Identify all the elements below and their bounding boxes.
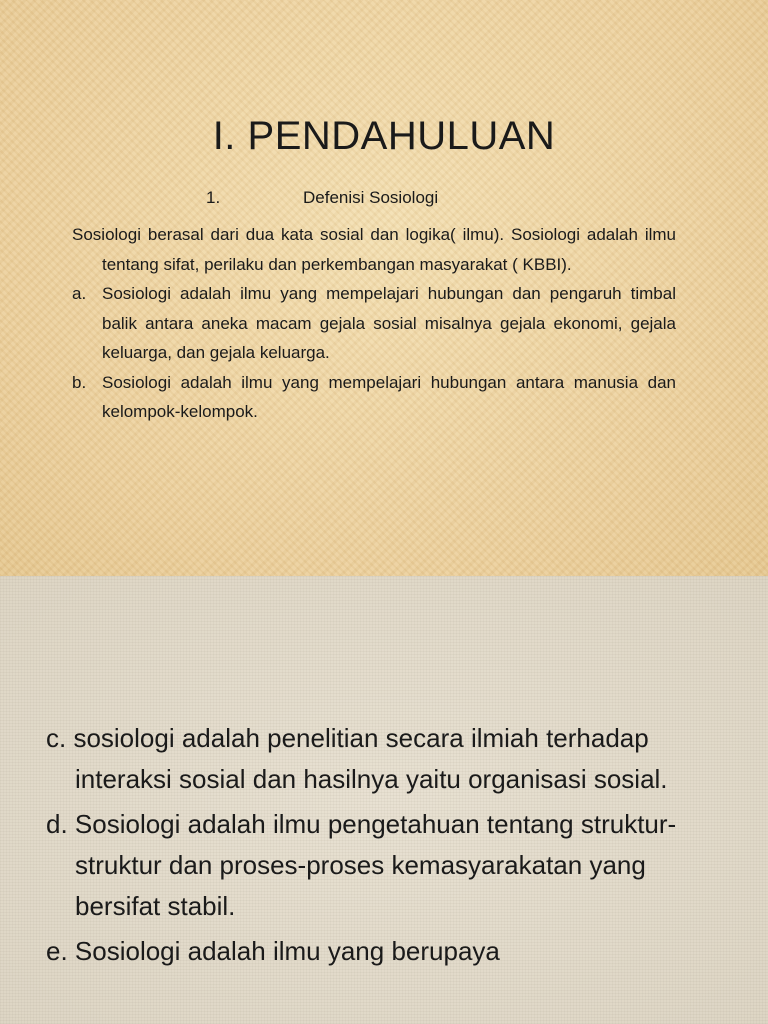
list-marker-b: b. [72, 372, 87, 392]
list-item-d: d. Sosiologi adalah ilmu pengetahuan tentang struktur-struktur dan proses-proses kemasyarakatan yang bersifat stabil. [46, 809, 677, 921]
section-label: Defenisi Sosiologi [303, 188, 439, 207]
list-item-c: c. sosiologi adalah penelitian secara ilmiah terhadap interaksi sosial dan hasilnya yaitu organisasi sosial. [46, 723, 668, 794]
slide-title: I. PENDAHULUAN [212, 114, 556, 158]
list-item-a [72, 279, 676, 368]
slide-1-body [72, 220, 676, 427]
slide-2-body [46, 718, 706, 976]
section-number: 1. [206, 188, 221, 207]
list-text-b: Sosiologi adalah ilmu yang mempelajari hubungan antara manusia dan kelompok-kelompok. [102, 372, 676, 421]
list-item-e: e. Sosiologi adalah ilmu yang berupaya [46, 936, 500, 966]
list-marker-a: a. [72, 284, 87, 303]
list-text-a: Sosiologi adalah ilmu yang mempelajari hubungan dan pengaruh timbal balik antara aneka macam gejala sosial misalnya gejala ekonomi, gejala keluarga, dan gejala keluarga. [102, 284, 676, 362]
intro-paragraph: Sosiologi berasal dari dua kata sosial dan logika( ilmu). Sosiologi adalah ilmu tentang sifat, perilaku dan perkembangan masyarakat ( KBBI). [72, 225, 676, 274]
list-item-b [72, 368, 676, 427]
